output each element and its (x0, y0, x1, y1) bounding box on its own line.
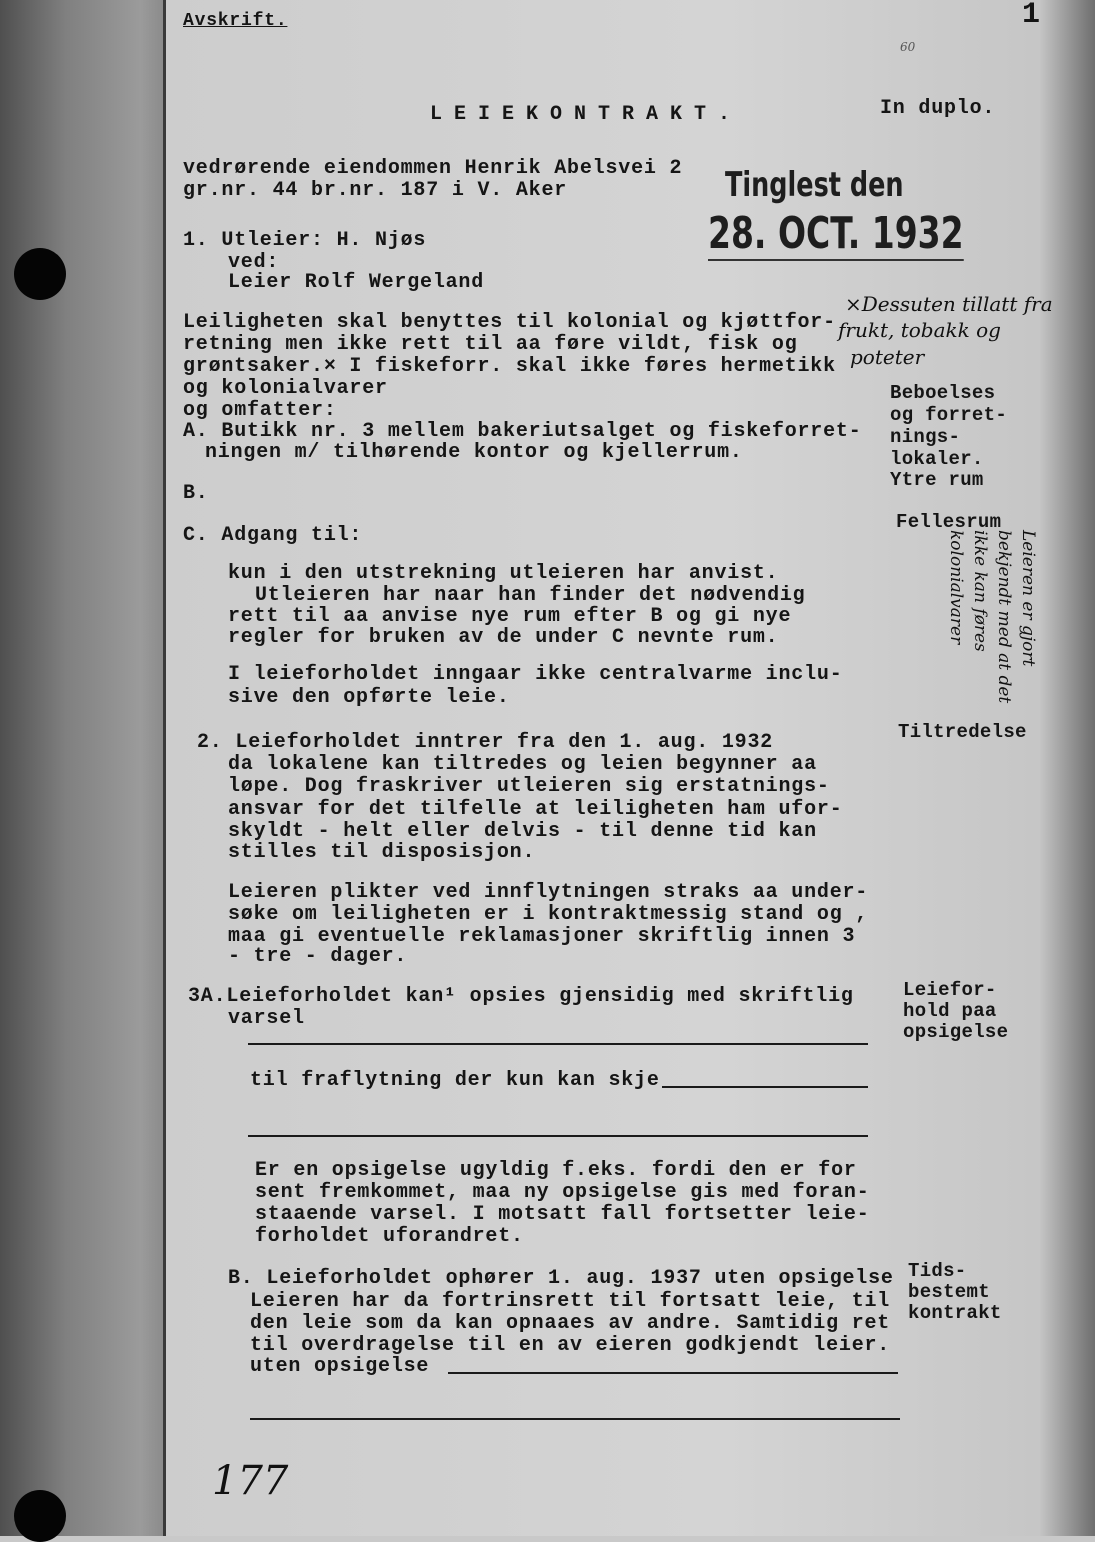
blank-line (448, 1372, 898, 1374)
text-line: grøntsaker.× I fiskeforr. skal ikke føres hermetikk (183, 355, 836, 378)
text-line: søke om leiligheten er i kontraktmessig stand og , (228, 903, 869, 926)
text-line: den leie som da kan opnaaes av andre. Samtidig ret (250, 1312, 891, 1335)
margin-label: kontrakt (908, 1302, 1002, 1324)
text-line: og omfatter: (183, 399, 337, 422)
text-line: B. (183, 482, 209, 505)
handwritten-insert: frukt, tobakk og (838, 318, 1001, 342)
text-line: stilles til disposisjon. (228, 841, 536, 864)
margin-label: Tiltredelse (898, 721, 1027, 743)
text-line: ansvar for det tilfelle at leiligheten ham ufor- (228, 798, 843, 821)
text-line: staaende varsel. I motsatt fall fortsetter leie- (255, 1203, 870, 1226)
text-line: uten opsigelse (250, 1355, 430, 1378)
text-line: Leier Rolf Wergeland (228, 271, 485, 294)
text-line: sent fremkommet, maa ny opsigelse gis med foran- (255, 1181, 870, 1204)
text-line: varsel (228, 1007, 305, 1030)
text-line: kun i den utstrekning utleieren har anvist. (228, 562, 779, 585)
document-title: LEIEKONTRAKT. (430, 103, 743, 126)
registration-stamp-date: 28. OCT. 1932 (708, 208, 964, 259)
margin-label: nings- (890, 426, 961, 448)
margin-label: Leiefor- (903, 979, 997, 1001)
margin-label: hold paa (903, 1000, 997, 1022)
text-line: forholdet uforandret. (255, 1225, 524, 1248)
text-line: ningen m/ tilhørende kontor og kjellerrum. (205, 441, 743, 464)
duplicate-note: In duplo. (880, 97, 996, 120)
margin-label: Tids- (908, 1260, 967, 1282)
text-line: Utleieren har naar han finder det nødvendig (255, 584, 806, 607)
text-line: - tre - dager. (228, 945, 408, 968)
copy-label: Avskrift. (183, 11, 288, 31)
text-line: vedrørende eiendommen Henrik Abelsvei 2 (183, 157, 683, 180)
text-line: Leiligheten skal benyttes til kolonial og kjøttfor- (183, 311, 836, 334)
text-line: 3A.Leieforholdet kan¹ opsies gjensidig med skriftlig (188, 985, 854, 1008)
text-line: løpe. Dog fraskriver utleieren sig erstatnings- (228, 775, 830, 798)
text-line: C. Adgang til: (183, 524, 363, 547)
text-line: A. Butikk nr. 3 mellem bakeriutsalget og fiskeforret- (183, 420, 862, 443)
text-line: retning men ikke rett til aa føre vildt, fisk og (183, 333, 798, 356)
text-line: ved: (228, 251, 280, 274)
text-line: rett til aa anvise nye rum efter B og gi nye (228, 605, 792, 628)
margin-label: Beboelses (890, 382, 996, 404)
text-line: skyldt - helt eller delvis - til denne tid kan (228, 820, 817, 843)
text-line: 1. Utleier: H. Njøs (183, 229, 427, 252)
page-edge (163, 0, 166, 1536)
margin-label: Ytre rum (890, 469, 984, 491)
text-line: til overdragelse til en av eieren godkjendt leier. (250, 1334, 891, 1357)
text-line: B. Leieforholdet ophører 1. aug. 1937 uten opsigelse (228, 1267, 894, 1290)
margin-label: Fellesrum (896, 511, 1002, 533)
text-line: da lokalene kan tiltredes og leien begynner aa (228, 753, 817, 776)
text-line: sive den opførte leie. (228, 686, 510, 709)
punch-hole (14, 248, 66, 300)
text-line: Er en opsigelse ugyldig f.eks. fordi den er for (255, 1159, 857, 1182)
text-line: I leieforholdet inngaar ikke centralvarme inclu- (228, 663, 843, 686)
blank-line (248, 1043, 868, 1045)
handwritten-page-mark: 177 (212, 1458, 289, 1504)
text-line: 2. Leieforholdet inntrer fra den 1. aug. 1932 (197, 731, 774, 754)
margin-label: og forret- (890, 404, 1008, 426)
registration-stamp-label: Tinglest den (725, 165, 904, 205)
handwritten-insert: ×Dessuten tillatt fra (845, 292, 1053, 316)
text-line: og kolonialvarer (183, 377, 388, 400)
blank-line (250, 1418, 900, 1420)
text-line: Leieren har da fortrinsrett til fortsatt leie, til (250, 1290, 891, 1313)
blank-line (248, 1135, 868, 1137)
binding-strip (0, 0, 165, 1536)
folio-note: 60 (900, 40, 916, 54)
page-number: 1 (1022, 0, 1041, 32)
margin-label: opsigelse (903, 1021, 1009, 1043)
margin-label: lokaler. (890, 448, 984, 470)
handwritten-side-note: Leieren er gjort bekjendt med at det ikke kan føres kolonialvarer (946, 530, 1038, 704)
margin-label: bestemt (908, 1281, 990, 1303)
text-line: til fraflytning der kun kan skje (250, 1069, 660, 1092)
text-line: Leieren plikter ved innflytningen straks aa under- (228, 881, 869, 904)
handwritten-insert: poteter (850, 345, 925, 369)
punch-hole (14, 1490, 66, 1542)
text-line: maa gi eventuelle reklamasjoner skriftlig innen 3 (228, 925, 856, 948)
text-line: gr.nr. 44 br.nr. 187 i V. Aker (183, 179, 568, 202)
blank-line (662, 1086, 868, 1088)
text-line: regler for bruken av de under C nevnte rum. (228, 626, 779, 649)
